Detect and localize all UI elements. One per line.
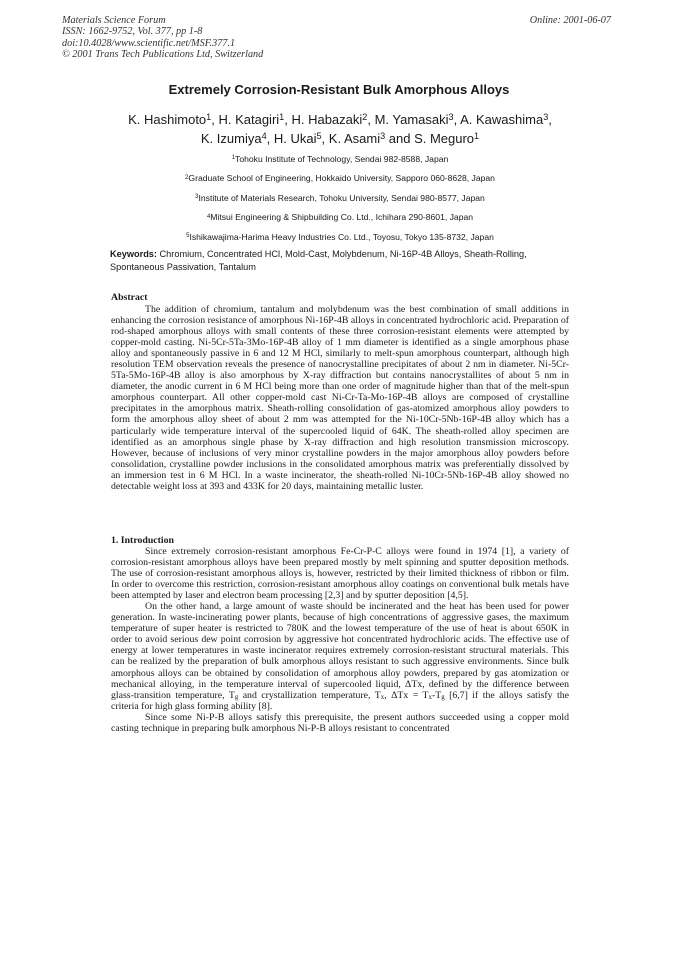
issn-line: ISSN: 1662-9752, Vol. 377, pp 1-8 (62, 26, 203, 38)
affiliation: $^3$Institute of Materials Research, Tohoku University, Sendai 980-8577, Japan (195, 192, 485, 203)
affiliation: $^1$Tohoku Institute of Technology, Sendai 982-8588, Japan (231, 154, 449, 164)
affiliation-list (100, 150, 580, 247)
author: K. Asami$^3$ (328, 130, 386, 146)
abstract-paragraph: The addition of chromium, tantalum and molybdenum was the best combination of small additions in enhancing the corrosion resistance of amorphous Ni-16P-4B alloys in concentrated hydrochloric acid. Preparation of rod-shaped amorphous alloys with small contents of these three corrosion-resistant elements were attempted by copper-mold casting. Ni-5Cr-5Ta-3Mo-16P-4B alloy of 1 mm diameter is identified as a single amorphous phase alloy and spontaneously passive in 6 and 12 M HCl, similarly to melt-spun amorphous counterpart, although high resolution TEM observation reveals the presence of nanocrystalline precipitates of about 2 nm in diameter. Ni-5Cr-5Ta-5Mo-16P-4B alloy is also amorphous by X-ray diffraction but contains nanocrystallites of about 5 nm in diameter, the anodic current in 6 M HCl being more than one order of magnitude higher than that of the melt-spun amorphous counterpart. All other copper-mold cast Ni-Cr-Ta-Mo-16P-4B alloys are composed of crystalline precipitates in the amorphous matrix. Sheath-rolling consolidation of gas-atomized amorphous alloy powders to form the amorphous alloy sheet of about 2 mm was attempted for the Ni-10Cr-5Nb-16P-4B alloy which has a particularly wide temperature interval of the supercooled liquid of 64K. The sheath-rolled alloy specimen are identified as an amorphous single phase by X-ray diffraction and high resolution transmission microscopy. However, because of inclusions of very minor crystalline powders in the major amorphous alloy powders before consolidation, crystalline powder inclusions in the consolidated amorphous matrix was preferentially dissolved by an immersion test in 6 M HCl. In a waste incinerator, the sheath-rolled Ni-10Cr-5Nb-16P-4B alloy showed no detectable weight loss at 393 and 433K for 20 days, maintaining metallic luster. (111, 304, 569, 492)
introduction-body (111, 546, 569, 734)
author: H. Katagiri$^1$ (218, 111, 285, 127)
abstract-heading: Abstract (111, 292, 148, 303)
author: K. Hashimoto$^1$ (128, 111, 212, 127)
copyright-line: © 2001 Trans Tech Publications Ltd, Switzerland (62, 49, 264, 61)
affiliation: $^4$Mitsui Engineering & Shipbuilding Co. Ltd., Ichihara 290-8601, Japan (206, 212, 474, 223)
doi-line: doi:10.4028/www.scientific.net/MSF.377.1 (62, 37, 236, 49)
keywords-label: Keywords: (110, 249, 157, 259)
keywords (110, 248, 570, 273)
author: H. Ukai$^5$ (273, 130, 322, 146)
affiliation: $^5$Ishikawajima-Harima Heavy Industries Co. Ltd., Toyosu, Tokyo 135-8732, Japan (186, 231, 494, 242)
author: H. Habazaki$^2$ (291, 111, 368, 127)
author: M. Yamasaki$^3$ (374, 111, 454, 127)
author-list: K. Hashimoto$^1$, H. Katagiri$^1$, H. Habazaki$^2$, M. Yamasaki$^3$, A. Kawashima$^3$, K. Izumiya$^4$, H. Ukai$^5$, K. Asami$^3$ and S. Meguro$^1$ (128, 111, 552, 146)
online-date: Online: 2001-06-07 (529, 15, 611, 26)
intro-paragraph-1: Since extremely corrosion-resistant amorphous Fe-Cr-P-C alloys were found in 1974 [1], a variety of corrosion-resistant amorphous alloys have been prepared mostly by melt spinning and sputter deposition methods. The use of corrosion-resistant amorphous alloys is, however, restricted by their limited thickness of ribbon or film. In order to overcome this restriction, corrosion-resistant amorphous alloy coatings on conventional bulk metals have been attempted by laser and electron beam processing [2,3] and by sputter deposition [4,5]. (111, 546, 569, 602)
journal-header (62, 15, 263, 61)
journal-name: Materials Science Forum (62, 15, 166, 26)
affiliation: $^2$Graduate School of Engineering, Hokkaido University, Sapporo 060-8628, Japan (185, 173, 495, 184)
intro-paragraph-3: Since some Ni-P-B alloys satisfy this prerequisite, the present authors succeeded using a copper mold casting technique in preparing bulk amorphous Ni-P-B alloys resistant to concentrated (111, 711, 569, 734)
author: K. Izumiya$^4$ (200, 130, 267, 146)
intro-paragraph-2: On the other hand, a large amount of waste should be incinerated and the heat has been used for power generation. In waste-incinerating power plants, because of high concentrations of aggressive gases, the maximum temperature of super heater is restricted to 780K and the lowest temperature of the use of heat is about 650K in order to avoid serious dew point corrosion by aggressive hot concentrated hydrochloric acids. The effective use of energy at lower temperatures in waste incinerator requires extremely corrosion-resistant structural materials. This can be realized by the preparation of bulk amorphous alloys resistant to such aggressive environments. Since bulk amorphous alloys can be obtained by consolidation of amorphous alloy powders, prepared by gas atomization or mechanical alloying, in the temperature interval of supercooled liquid, ΔTx, defined by the difference between glass-transition temperature, $T_g$ and crystallization temperature, $T_x$, $\Delta Tx = T_x-T_g$ [6,7] if the alloys satisfy the criteria for high glass forming ability [8]. (111, 601, 570, 712)
keywords-text: Chromium, Concentrated HCl, Mold-Cast, Molybdenum, Ni-16P-4B Alloys, Sheath-Rolling, Spontaneous Passivation, Tantalum (110, 249, 527, 272)
introduction-heading: 1. Introduction (111, 535, 174, 546)
author: S. Meguro$^1$ (414, 130, 480, 146)
abstract-body (111, 304, 569, 492)
author: A. Kawashima$^3$ (460, 111, 549, 127)
paper-title: Extremely Corrosion-Resistant Bulk Amorphous Alloys (168, 82, 510, 97)
